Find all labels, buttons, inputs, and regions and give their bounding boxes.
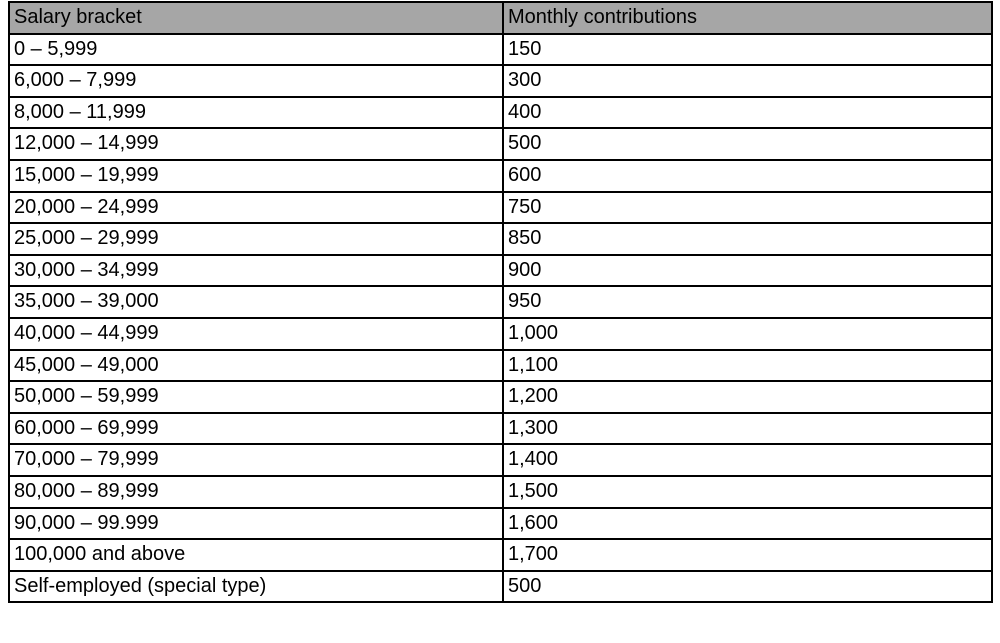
monthly-contribution-cell: 1,100 [503, 350, 992, 382]
salary-bracket-cell: 45,000 – 49,000 [9, 350, 503, 382]
table-row [9, 97, 992, 129]
monthly-contribution-cell: 150 [503, 34, 992, 66]
monthly-contribution-cell: 750 [503, 192, 992, 224]
monthly-contribution-cell: 300 [503, 65, 992, 97]
salary-bracket-cell: 0 – 5,999 [9, 34, 503, 66]
header-row [9, 2, 992, 34]
monthly-contribution-cell: 1,600 [503, 508, 992, 540]
table-row [9, 128, 992, 160]
monthly-contribution-cell: 1,500 [503, 476, 992, 508]
table-row [9, 444, 992, 476]
salary-bracket-cell: 80,000 – 89,999 [9, 476, 503, 508]
table-row [9, 286, 992, 318]
table-row [9, 381, 992, 413]
table-row [9, 539, 992, 571]
salary-bracket-cell: 60,000 – 69,999 [9, 413, 503, 445]
salary-bracket-cell: 50,000 – 59,999 [9, 381, 503, 413]
table-row [9, 508, 992, 540]
header-monthly-contributions: Monthly contributions [503, 2, 992, 34]
salary-bracket-cell: 25,000 – 29,999 [9, 223, 503, 255]
table-row [9, 255, 992, 287]
salary-bracket-cell: 90,000 – 99.999 [9, 508, 503, 540]
monthly-contribution-cell: 1,700 [503, 539, 992, 571]
contribution-table-container [8, 1, 991, 603]
header-salary-bracket: Salary bracket [9, 2, 503, 34]
table-row [9, 413, 992, 445]
monthly-contribution-cell: 1,300 [503, 413, 992, 445]
table-row [9, 571, 992, 603]
monthly-contribution-cell: 400 [503, 97, 992, 129]
monthly-contribution-cell: 600 [503, 160, 992, 192]
salary-bracket-cell: 20,000 – 24,999 [9, 192, 503, 224]
monthly-contribution-cell: 850 [503, 223, 992, 255]
table-row [9, 350, 992, 382]
table-row [9, 223, 992, 255]
contribution-table [8, 1, 993, 603]
monthly-contribution-cell: 500 [503, 128, 992, 160]
monthly-contribution-cell: 1,400 [503, 444, 992, 476]
salary-bracket-cell: 70,000 – 79,999 [9, 444, 503, 476]
table-row [9, 192, 992, 224]
salary-bracket-cell: 40,000 – 44,999 [9, 318, 503, 350]
table-header [9, 2, 992, 34]
salary-bracket-cell: 12,000 – 14,999 [9, 128, 503, 160]
table-row [9, 65, 992, 97]
monthly-contribution-cell: 1,200 [503, 381, 992, 413]
table-body [9, 34, 992, 603]
salary-bracket-cell: 35,000 – 39,000 [9, 286, 503, 318]
table-row [9, 318, 992, 350]
table-row [9, 476, 992, 508]
table-row [9, 160, 992, 192]
salary-bracket-cell: 15,000 – 19,999 [9, 160, 503, 192]
salary-bracket-cell: Self-employed (special type) [9, 571, 503, 603]
salary-bracket-cell: 6,000 – 7,999 [9, 65, 503, 97]
table-row [9, 34, 992, 66]
salary-bracket-cell: 30,000 – 34,999 [9, 255, 503, 287]
monthly-contribution-cell: 1,000 [503, 318, 992, 350]
salary-bracket-cell: 100,000 and above [9, 539, 503, 571]
monthly-contribution-cell: 950 [503, 286, 992, 318]
monthly-contribution-cell: 500 [503, 571, 992, 603]
salary-bracket-cell: 8,000 – 11,999 [9, 97, 503, 129]
monthly-contribution-cell: 900 [503, 255, 992, 287]
